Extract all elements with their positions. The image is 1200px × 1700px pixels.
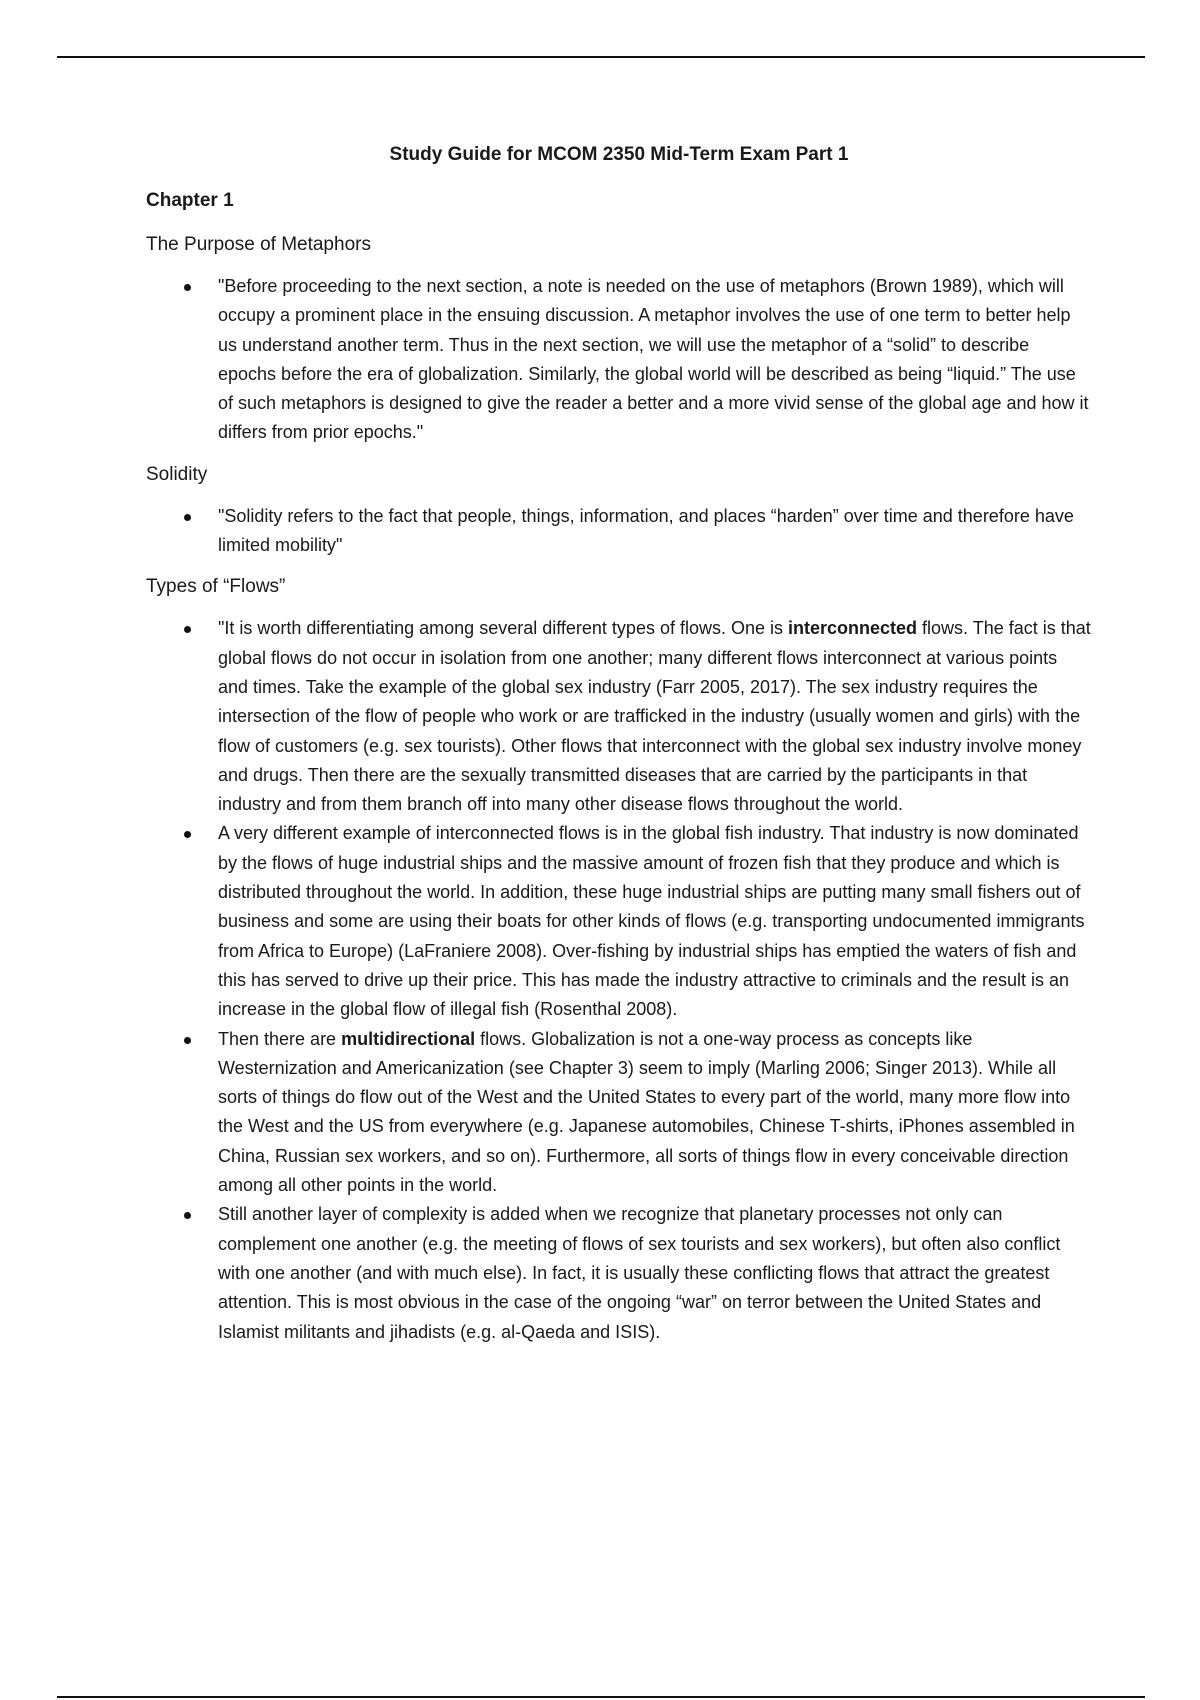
bullet-text-before: "It is worth differentiating among several different types of flows. One is: [218, 618, 789, 639]
bullet-list-solidity: [146, 502, 1092, 561]
bullet-text: "Before proceeding to the next section, a note is needed on the use of metaphors (Brown 1989), which will occupy a prominent place in the ensuing discussion. A metaphor involves the use of one term to better help us understand another term. Thus in the next section, we will use the metaphor of a “solid” to describe epochs before the era of globalization. Similarly, the global world will be described as being “liquid.” The use of such metaphors is designed to give the reader a better and a more vivid sense of the global age and how it differs from prior epochs.": [218, 276, 1089, 443]
document-title: Study Guide for MCOM 2350 Mid-Term Exam Part 1: [389, 144, 849, 165]
section-heading-solidity: Solidity: [146, 463, 208, 485]
bullet-icon: [184, 1212, 191, 1219]
bottom-rule: [57, 1696, 1145, 1698]
section-heading-flows: Types of “Flows”: [146, 576, 286, 598]
bullet-icon: [184, 1037, 191, 1044]
list-item: [146, 614, 1092, 819]
bullet-list-metaphors: [146, 272, 1092, 448]
bullet-text-after: flows. The fact is that global flows do not occur in isolation from one another; many different flows interconnect at various points and times. Take the example of the global sex industry (Farr 2005, 2017). The sex industry requires the intersection of the flow of people who work or are trafficked in the industry (usually women and girls) with the flow of customers (e.g. sex tourists). Other flows that interconnect with the global sex industry involve money and drugs. Then there are the sexually transmitted diseases that are carried by the participants in that industry and from them branch off into many other disease flows throughout the world.: [218, 618, 1091, 815]
bold-term-interconnected: interconnected: [788, 618, 918, 639]
bullet-text: A very different example of interconnected flows is in the global fish industry. That industry is now dominated by the flows of huge industrial ships and the massive amount of frozen fish that they produce and which is distributed throughout the world. In addition, these huge industrial ships are putting many small fishers out of business and some are using their boats for other kinds of flows (e.g. transporting undocumented immigrants from Africa to Europe) (LaFraniere 2008). Over-fishing by industrial ships has emptied the waters of fish and this has served to drive up their price. This has made the industry attractive to criminals and the result is an increase in the global flow of illegal fish (Rosenthal 2008).: [218, 823, 1085, 1020]
bullet-text-after: flows. Globalization is not a one-way process as concepts like Westernization and Americanization (see Chapter 3) seem to imply (Marling 2006; Singer 2013). While all sorts of things do flow out of the West and the United States to every part of the world, many more flow into the West and the US from everywhere (e.g. Japanese automobiles, Chinese T-shirts, iPhones assembled in China, Russian sex workers, and so on). Furthermore, all sorts of things flow in every conceivable direction among all other points in the world.: [218, 1028, 1075, 1196]
list-item: [146, 272, 1092, 448]
bullet-text: "Solidity refers to the fact that people, things, information, and places “harden” over time and therefore have limited mobility": [218, 505, 1074, 556]
document-page: [146, 140, 1092, 1359]
bullet-icon: [184, 626, 191, 633]
bullet-list-flows: [146, 614, 1092, 1346]
bullet-icon: [184, 284, 191, 291]
bullet-icon: [184, 514, 191, 521]
bullet-text: Still another layer of complexity is added when we recognize that planetary processes not only can complement one another (e.g. the meeting of flows of sex tourists and sex workers), but often also conflict with one another (and with much else). In fact, it is usually these conflicting flows that attract the greatest attention. This is most obvious in the case of the ongoing “war” on terror between the United States and Islamist militants and jihadists (e.g. al-Qaeda and ISIS).: [218, 1204, 1061, 1342]
section-heading-metaphors: The Purpose of Metaphors: [146, 234, 371, 255]
list-item: [146, 502, 1092, 561]
list-item: [146, 1200, 1092, 1346]
bullet-icon: [184, 831, 191, 838]
list-item: [146, 1025, 1092, 1201]
bold-term-multidirectional: multidirectional: [341, 1028, 476, 1049]
top-rule: [57, 56, 1145, 58]
list-item: [146, 819, 1092, 1024]
chapter-heading: Chapter 1: [146, 190, 234, 211]
bullet-text-before: Then there are: [218, 1028, 342, 1049]
